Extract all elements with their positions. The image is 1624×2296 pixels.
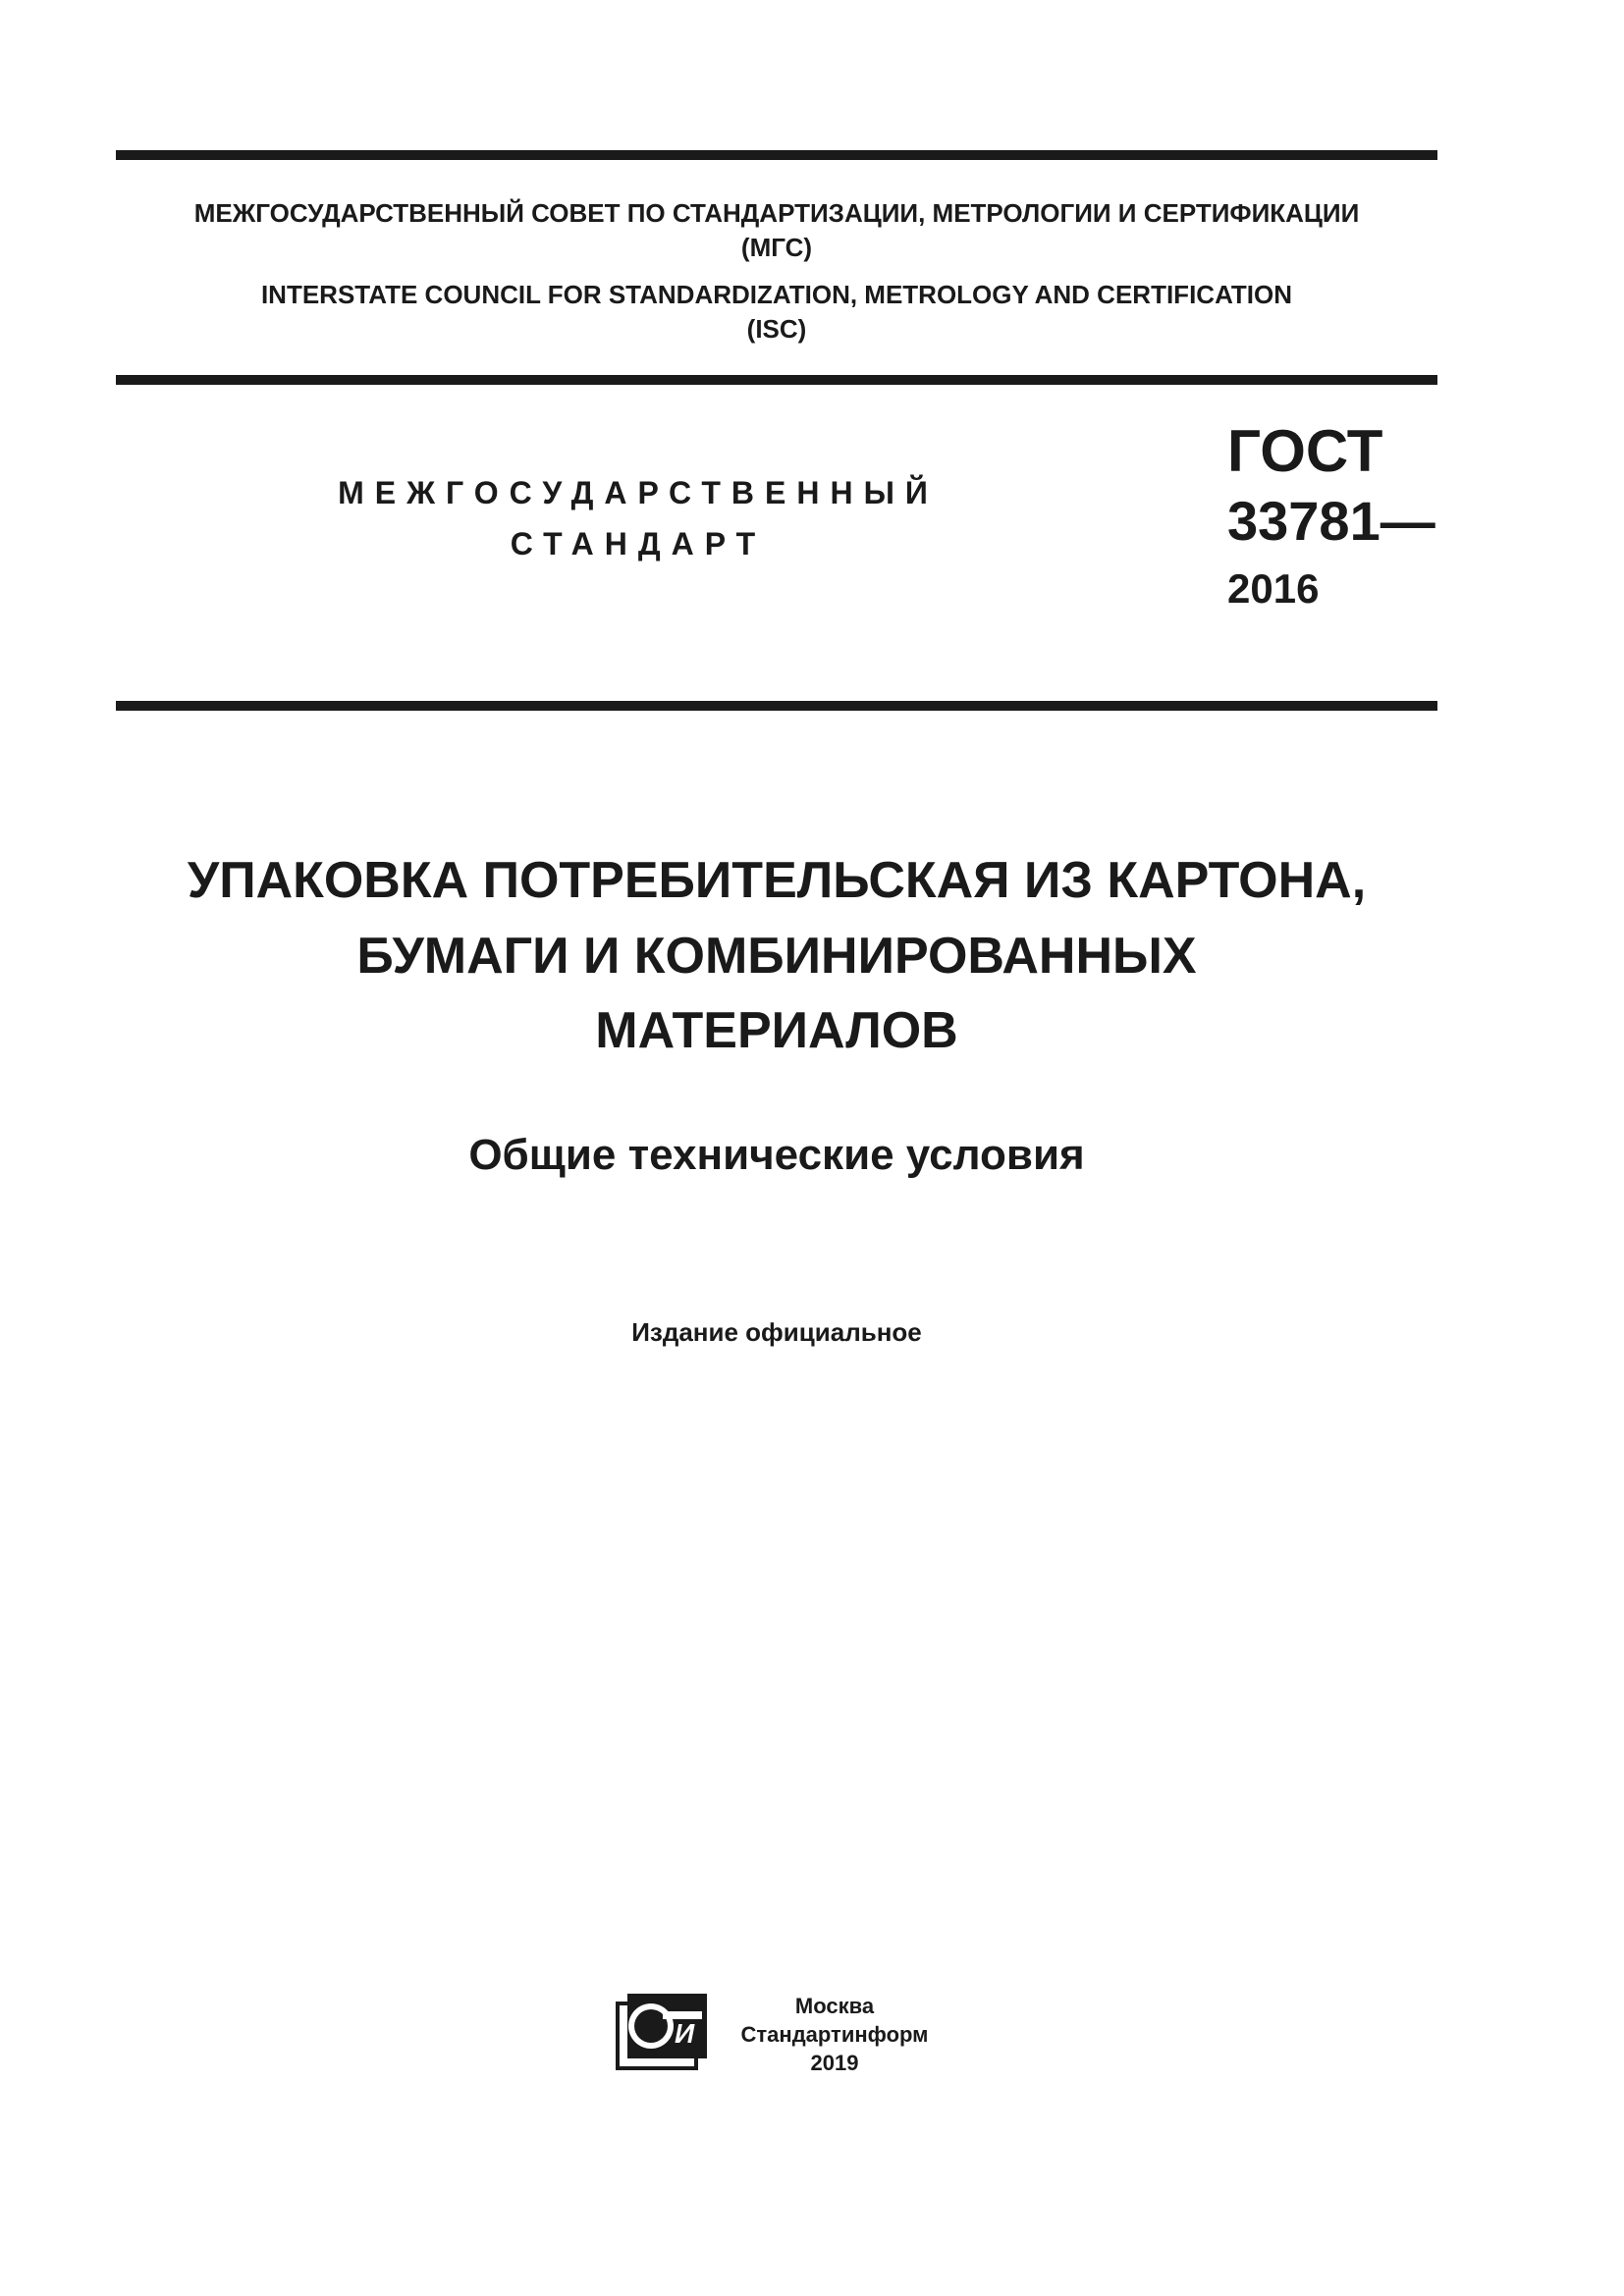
gost-label: ГОСТ (1227, 418, 1383, 484)
publisher-city: Москва (794, 1994, 875, 2018)
document-title-line1: УПАКОВКА ПОТРЕБИТЕЛЬСКАЯ ИЗ КАРТОНА, (187, 852, 1367, 909)
publication-year: 2019 (810, 2051, 859, 2075)
standard-type-line2: СТАНДАРТ (510, 526, 767, 561)
gost-number: 33781— (1227, 490, 1435, 552)
council-name-ru: МЕЖГОСУДАРСТВЕННЫЙ СОВЕТ ПО СТАНДАРТИЗАЦИИ, МЕТРОЛОГИИ И СЕРТИФИКАЦИИ (193, 198, 1360, 228)
gost-year: 2016 (1227, 565, 1320, 612)
document-title-line2: БУМАГИ И КОМБИНИРОВАННЫХ (356, 928, 1197, 985)
top-rule (116, 150, 1437, 160)
edition-note: Издание официальное (631, 1317, 922, 1347)
standard-type-line1: МЕЖГОСУДАРСТВЕННЫЙ (338, 475, 939, 510)
council-name-en: INTERSTATE COUNCIL FOR STANDARDIZATION, METROLOGY AND CERTIFICATION (260, 280, 1293, 309)
council-abbr-ru: (МГС) (740, 233, 813, 262)
publisher-name: Стандартинформ (740, 2022, 929, 2047)
standartinform-logo-icon (616, 1992, 709, 2070)
svg-text:И: И (675, 2018, 695, 2049)
middle-rule (116, 375, 1437, 385)
document-title-line3: МАТЕРИАЛОВ (595, 1002, 958, 1059)
document-subtitle: Общие технические условия (468, 1131, 1085, 1179)
council-abbr-en: (ISC) (746, 314, 807, 344)
bottom-rule (116, 701, 1437, 711)
